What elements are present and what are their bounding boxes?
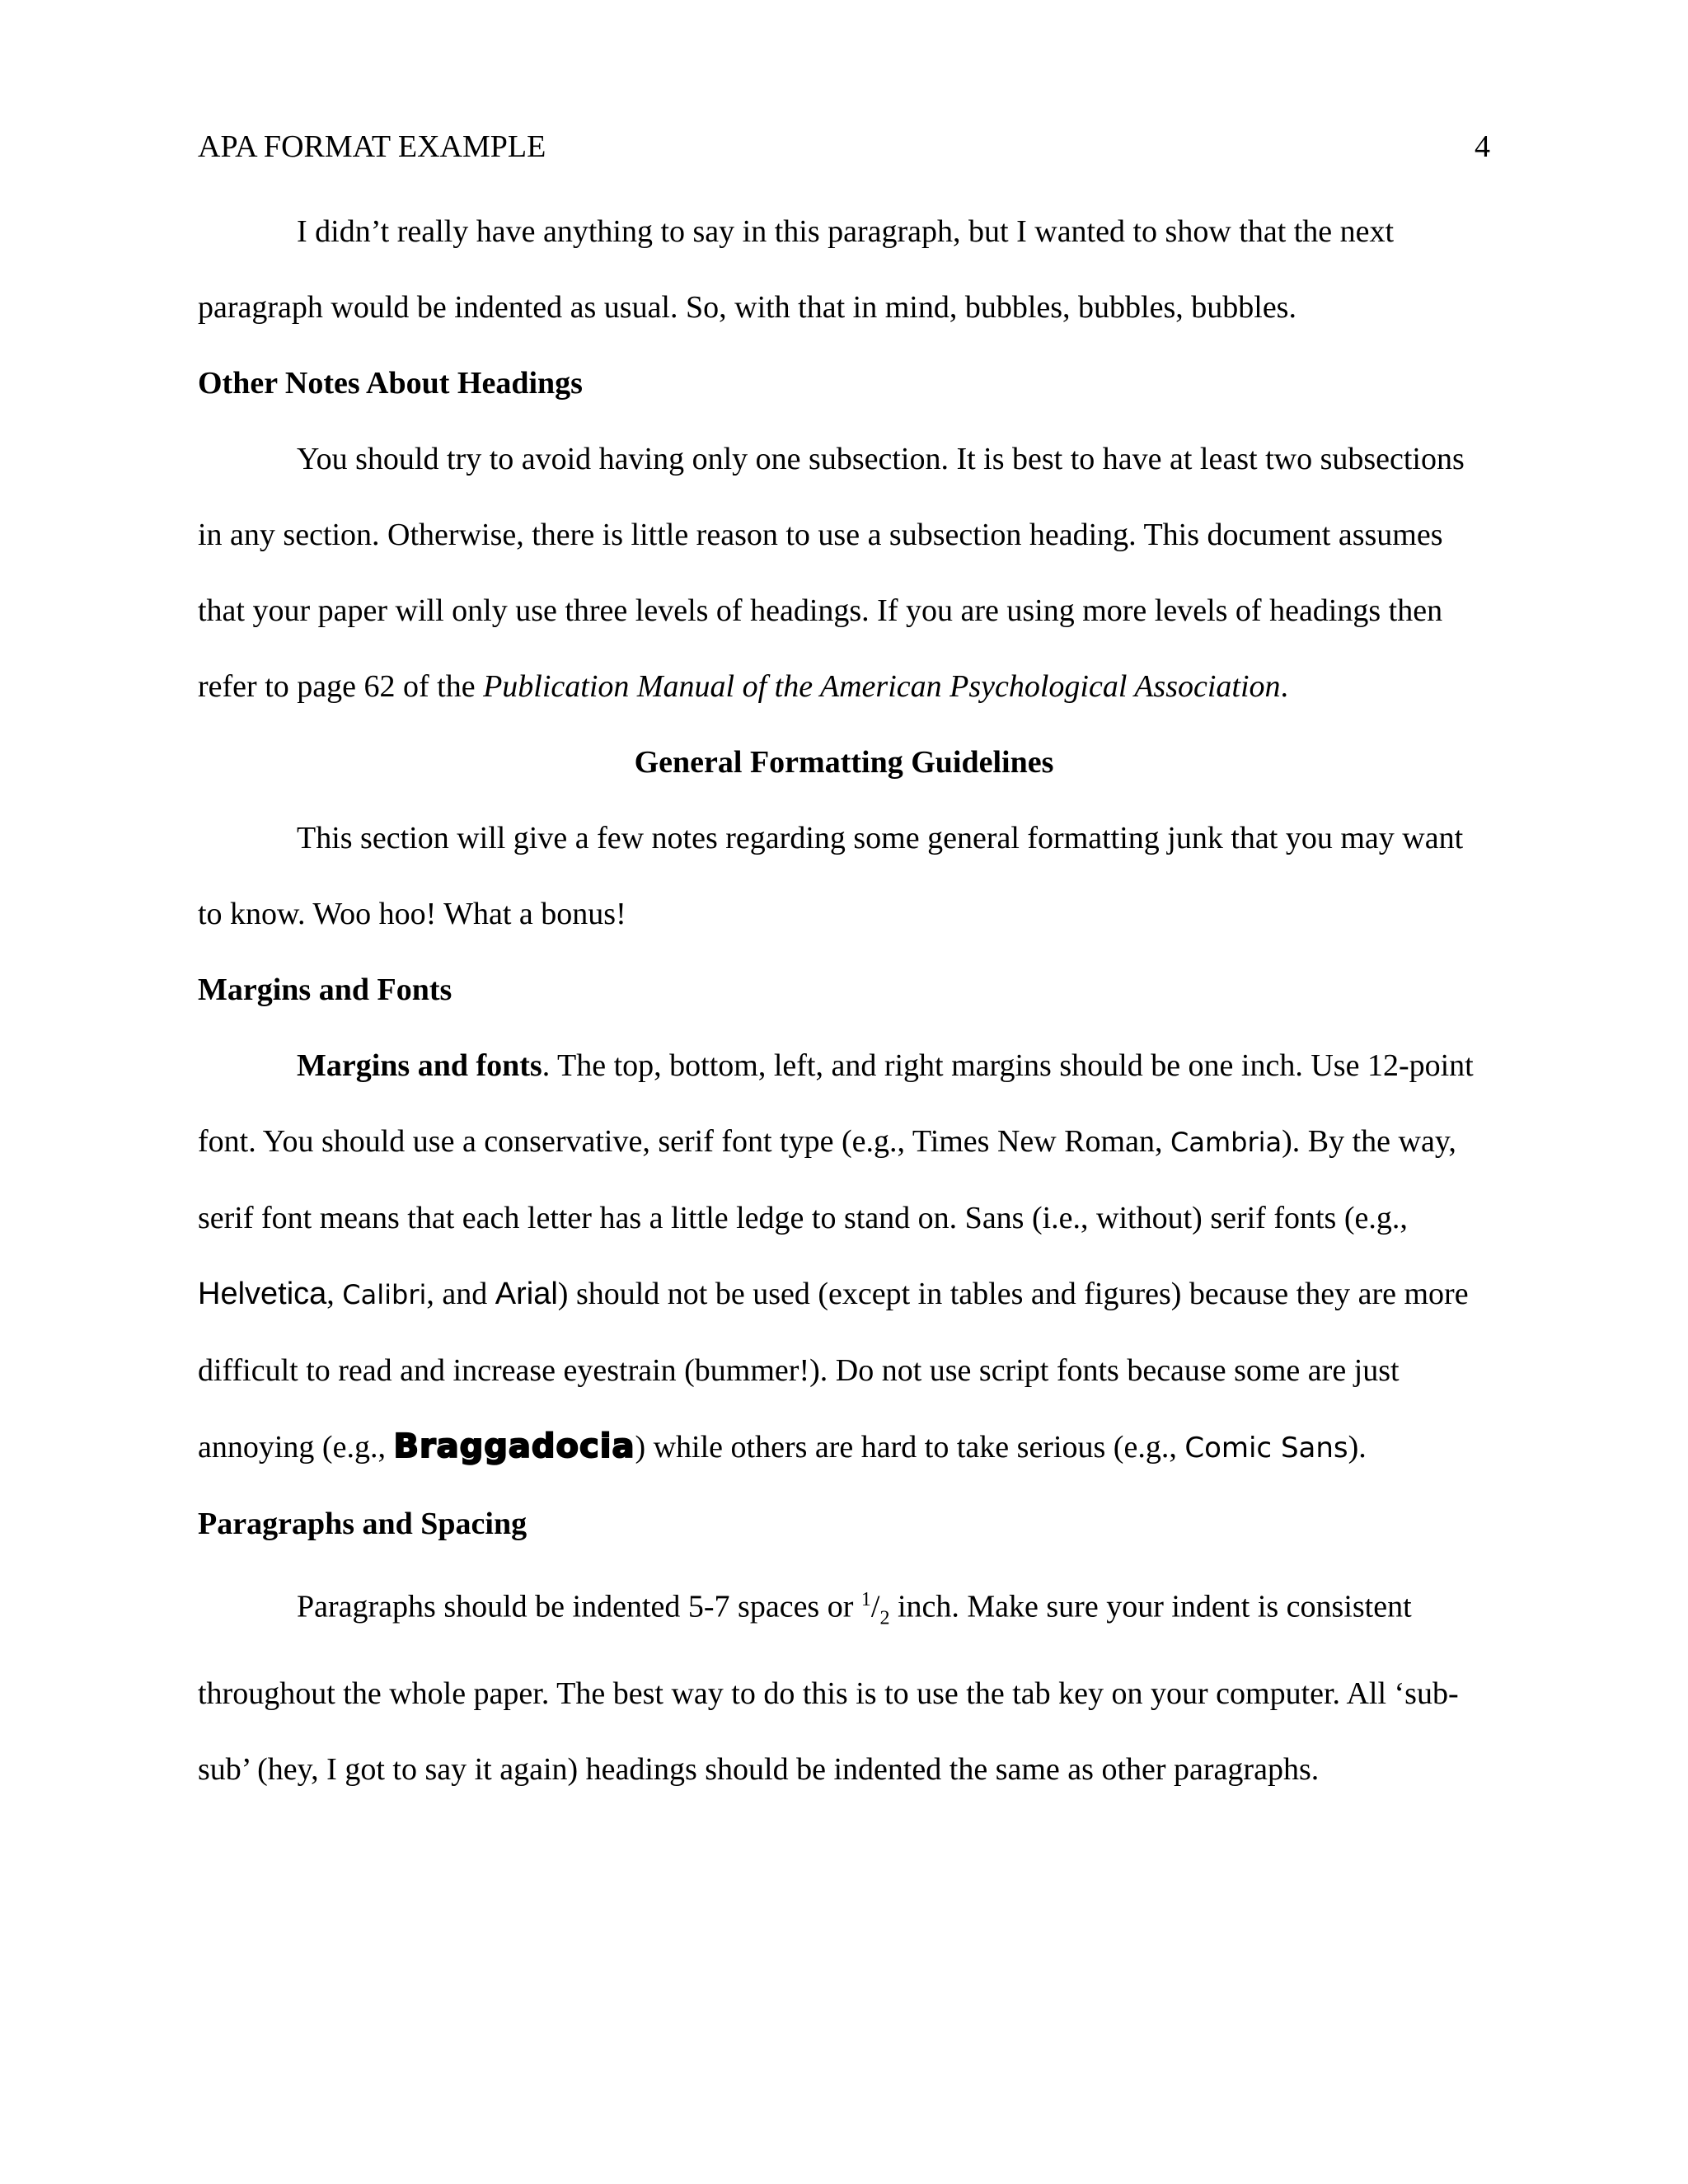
- document-body: [198, 194, 1490, 1807]
- running-head-title: APA FORMAT EXAMPLE: [198, 129, 546, 164]
- heading-paragraphs-spacing: Paragraphs and Spacing: [198, 1507, 528, 1541]
- fraction-numerator: 1: [860, 1589, 871, 1610]
- paragraph-text: Paragraphs should be indented 5-7 spaces or: [297, 1589, 861, 1624]
- paragraph-text: inch. Make sure your indent is consistent throughout the whole paper. The best way to do this is to use the tab key on your computer. All ‘sub-sub’ (hey, I got to say it again) headings should be indented the same as other paragraphs.: [198, 1589, 1459, 1788]
- heading-margins-fonts: Margins and Fonts: [198, 972, 452, 1007]
- run-in-heading: Margins and fonts: [297, 1048, 542, 1083]
- paragraph-text: ).: [1348, 1430, 1367, 1465]
- running-head: [198, 124, 1490, 170]
- heading-other-notes: Other Notes About Headings: [198, 366, 583, 401]
- cambria-sample: Cambria: [1170, 1127, 1282, 1158]
- paragraph-general: This section will give a few notes regarding some general formatting junk that you may want to know. Woo hoo! What a bonus!: [198, 821, 1464, 931]
- manual-title-italic: Publication Manual of the American Psychological Association: [483, 669, 1281, 704]
- comic-sans-sample: Comic Sans: [1184, 1432, 1348, 1465]
- paragraph-text: ) while others are hard to take serious (e.g.,: [635, 1430, 1185, 1465]
- fraction-denominator: 2: [879, 1607, 890, 1629]
- paragraph-subsections: [198, 421, 1490, 724]
- page-number: 4: [1475, 129, 1490, 164]
- fraction-slash: /: [870, 1589, 880, 1624]
- paragraph-text: ). By the way, serif font means that each letter has a little ledge to stand on. Sans (i.e., without) serif fonts (e.g.,: [198, 1124, 1456, 1235]
- paragraph-indentation: [198, 1562, 1490, 1807]
- paragraph-text: ) should not be used (except in tables and figures) because they are more difficult to read and increase eyestrain (bummer!). Do not use script fonts because some are just annoying (e.g.,: [198, 1277, 1469, 1465]
- calibri-sample: Calibri: [342, 1279, 427, 1310]
- arial-sample: Arial: [495, 1277, 558, 1311]
- paragraph-text: , and: [426, 1277, 495, 1311]
- helvetica-sample: Helvetica: [198, 1277, 327, 1311]
- paragraph-margins-fonts: [198, 1028, 1490, 1486]
- heading-general-formatting: General Formatting Guidelines: [634, 745, 1054, 780]
- paragraph-text: ,: [326, 1277, 343, 1311]
- paragraph-bubbles: I didn’t really have anything to say in this paragraph, but I wanted to show that the next paragraph would be indented as usual. So, with that in mind, bubbles, bubbles, bubbles.: [198, 214, 1395, 325]
- paragraph-text: .: [1280, 669, 1289, 704]
- paragraph-text: You should try to avoid having only one subsection. It is best to have at least two subsections in any section. Otherwise, there is little reason to use a subsection heading. This document assumes that your paper will only use three levels of headings. If you are using more levels of headings then refer to page 62 of the: [198, 442, 1465, 704]
- braggadocia-sample: Braggadocia: [393, 1427, 635, 1465]
- paragraph-text: . The top, bottom, left, and right margins should be one inch. Use 12-point font. You should use a conservative, serif font type (e.g., Times New Roman,: [198, 1048, 1474, 1159]
